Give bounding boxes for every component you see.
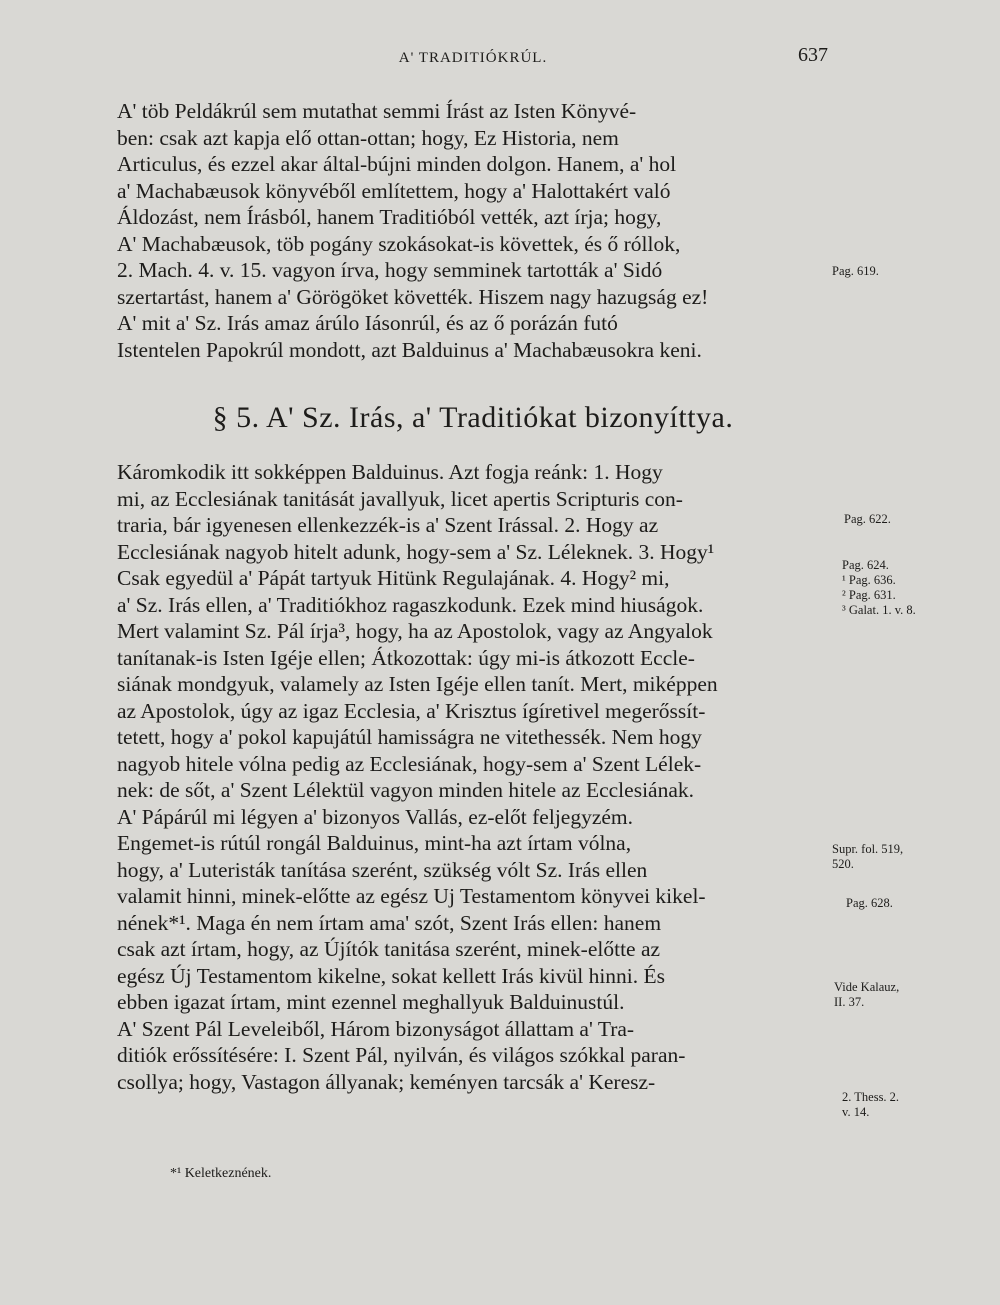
paragraph-2: Káromkodik itt sokképpen Balduinus. Azt fogja reánk: 1. Hogy mi, az Ecclesiának tanitását javallyuk, licet apertis Scripturis con- traria, bár igyenesen ellenkezzék-is a' Szent Irással. 2. Hogy az Ecclesiának nagyob hitelt adunk, hogy-sem a' Sz. Léleknek. 3. Hogy¹ Csak egyedül a' Pápát tartyuk Hitünk Regulajának. 4. Hogy² mi, a' Sz. Irás ellen, a' Traditiókhoz ragaszkodunk. Ezek mind hiuságok. Mert valamint Sz. Pál írja³, hogy, ha az Apostolok, vagy az Angyalok tanítanak-is Isten Igéje ellen; Átkozottak: úgy mi-is átkozott Eccle- siának mondgyuk, valamely az Isten Igéje ellen tanít. Mert, miképpen az Apostolok, úgy az igaz Ecclesia, a' Krisztus ígíretivel megerőssít- tetett, hogy a' pokol kapujátúl hamisságra ne vitethessék. Nem hogy nagyob hitele vólna pedig az Ecclesiának, hogy-sem a' Szent Lélek- nek: de sőt, a' Szent Lélektül vagyon minden hitele az Ecclesiának. A' Pápárúl mi légyen a' bizonyos Vallás, ez-előt feljegyzém.: [117, 460, 718, 829]
footnote: *¹ Keletkeznének.: [170, 1166, 272, 1181]
margin-note: Supr. fol. 519, 520.: [832, 842, 904, 871]
paragraph-1: A' töb Peldákrúl sem mutathat semmi Írást az Isten Könyvé- ben: csak azt kapja elő ottan-ottan; hogy, Ez Historia, nem Articulus, és ezzel akar által-bújni minden dolgon. Hanem, a' hol a' Machabæusok könyvéből említettem, hogy a' Halottakért való Áldozást, nem Írásból, hanem Traditióból vették, azt írja; hogy, A' Machabæusok, töb pogány szokásokat-is követtek, és ő róllok, 2. Mach. 4. v. 15. vagyon írva, hogy semminek tartották a' Sidó szertartást, hanem a' Görögöket követték. Hiszem nagy hazugság ez! A' mit a' Sz. Irás amaz árúlo Iásonrúl, és az ő porázán futó Istentelen Papokrúl mondott, azt Balduinus a' Machabæusokra keni.: [117, 99, 709, 362]
paragraph-3: Engemet-is rútúl rongál Balduinus, mint-ha azt írtam vólna, hogy, a' Luteristák tanítása szerént, szükség vólt Sz. Irás ellen valamit hinni, minek-előtte az egész Uj Testamentom könyvei kikel- nének*¹. Maga én nem írtam ama' szót, Szent Irás ellen: hanem csak azt írtam, hogy, az Újítók tanitása szerént, minek-előtte az egész Új Testamentom kikelne, sokat kellett Irás kivül hinni. És ebben igazat írtam, mint ezennel meghallyuk Balduinustúl.: [117, 831, 706, 1014]
margin-note: Vide Kalauz, II. 37.: [834, 980, 900, 1009]
section-heading: § 5. A' Sz. Irás, a' Traditiókat bizonyíttya.: [212, 401, 734, 434]
margin-note: Pag. 628.: [846, 896, 893, 910]
body-text: [117, 98, 829, 1095]
margin-note: Pag. 619.: [832, 264, 879, 278]
page-header: [118, 44, 828, 74]
margin-note: Pag. 624. ¹ Pag. 636. ² Pag. 631. ³ Galat. 1. v. 8.: [842, 558, 916, 617]
margin-note: Pag. 622.: [844, 512, 891, 526]
margin-note: 2. Thess. 2. v. 14.: [842, 1090, 900, 1119]
running-title: A' TRADITIÓKRÚL.: [398, 50, 548, 66]
paragraph-4: A' Szent Pál Leveleiből, Három bizonyságot állattam a' Tra- ditiók erőssítésére: I. Szent Pál, nyilván, és világos szókkal paran- csollya; hogy, Vastagon állyanak; keményen tarcsák a' Keresz-: [117, 1016, 686, 1094]
page-number: 637: [798, 44, 828, 66]
